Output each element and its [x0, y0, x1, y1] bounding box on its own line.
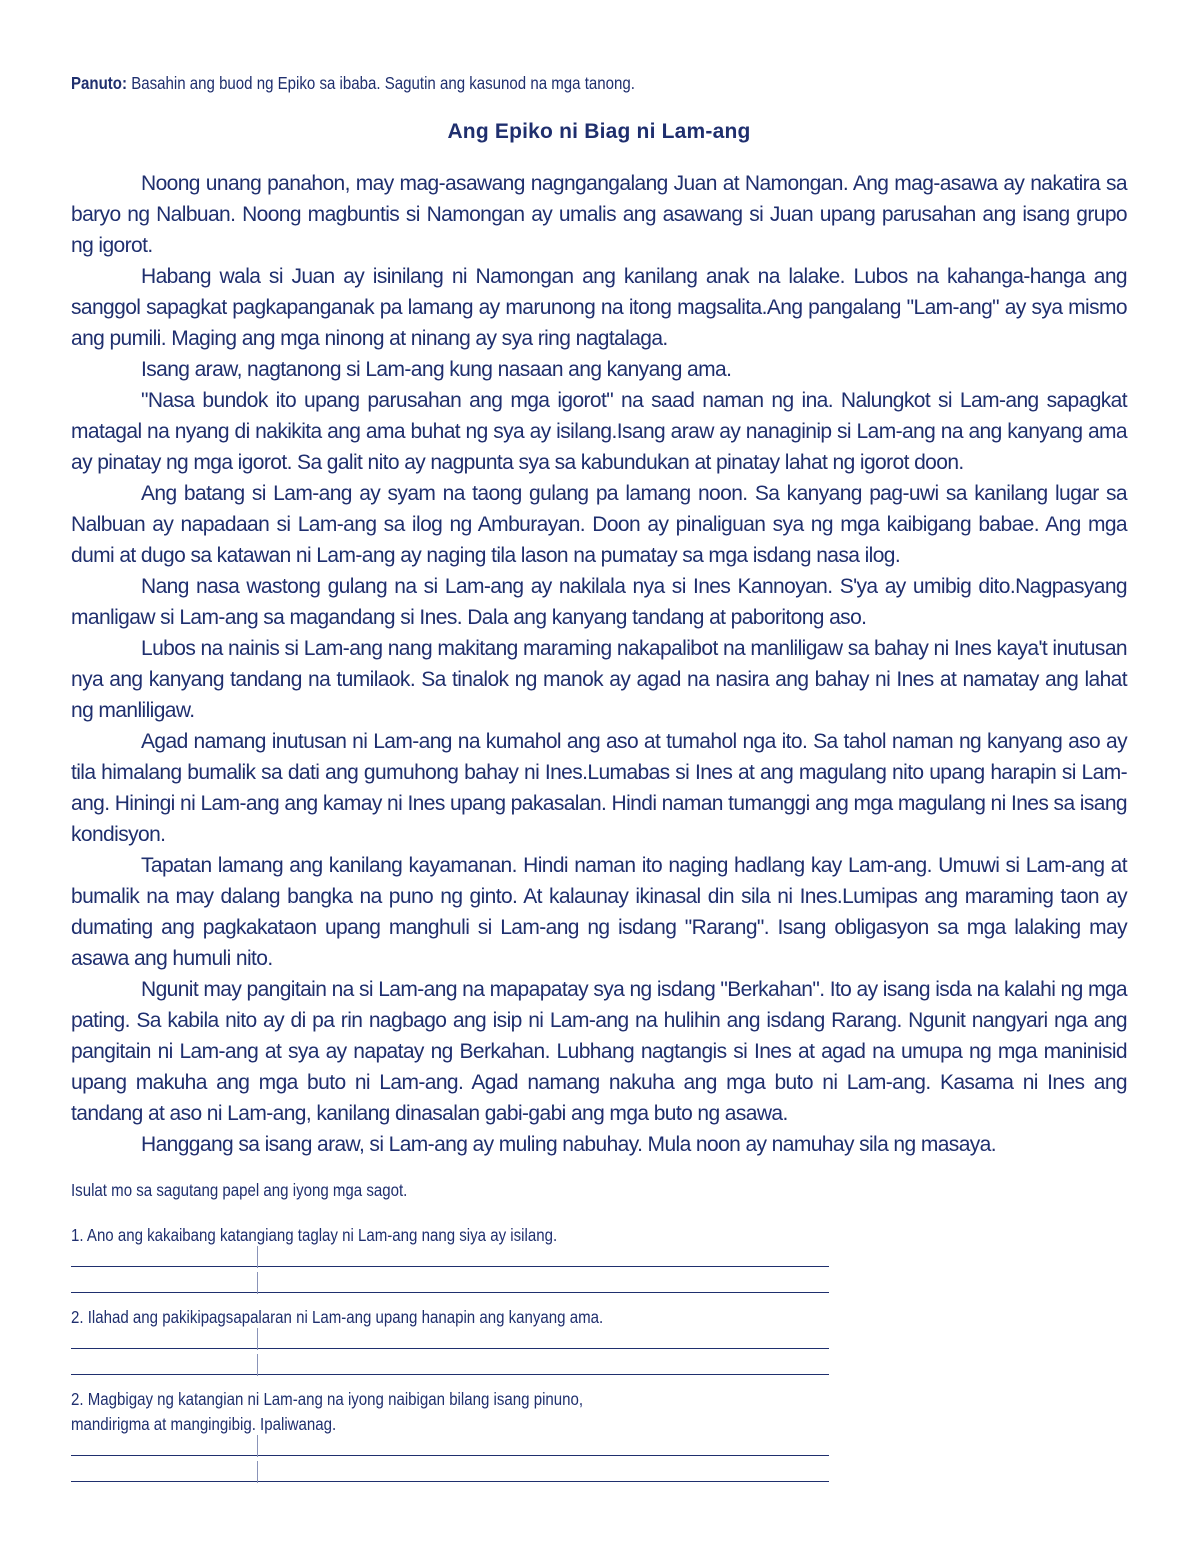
answer-line[interactable] — [71, 1455, 829, 1456]
question-3-line-2: mandirigma at mangingibig. Ipaliwanag. — [71, 1414, 337, 1434]
answer-line[interactable] — [71, 1266, 829, 1267]
question-2: 2. Ilahad ang pakikipagsapalaran ni Lam-ang upang hanapin ang kanyang ama. — [71, 1307, 604, 1327]
story-paragraph: Tapatan lamang ang kanilang kayamanan. Hindi naman ito naging hadlang kay Lam-ang. Umuwi si Lam-ang at bumalik na may dalang bangka na puno ng ginto. At kalaunay ikinasal din sila ni Ines.Lumipas ang maraming taon ay dumating ang pagkakataon upang manghuli si Lam-ang ng isdang "Rarang". Isang obligasyon sa mga lalaking may asawa ang humuli nito. — [71, 854, 1127, 970]
instruction-label: Panuto: — [71, 73, 128, 93]
spacer — [71, 1248, 1127, 1266]
question-1: 1. Ano ang kakaibang katangiang taglay ni Lam-ang nang siya ay isilang. — [71, 1225, 558, 1245]
questions-intro: Isulat mo sa sagutang papel ang iyong mga sagot. — [71, 1180, 408, 1200]
story-paragraph: Noong unang panahon, may mag-asawang nagngangalang Juan at Namongan. Ang mag-asawa ay nakatira sa baryo ng Nalbuan. Noong magbuntis si Namongan ay umalis ang asawang si Juan upang parusahan ang isang grupo ng igorot. — [71, 172, 1127, 257]
instruction — [71, 68, 979, 98]
instruction-text: Basahin ang buod ng Epiko sa ibaba. Sagutin ang kasunod na mga tanong. — [127, 73, 635, 93]
spacer — [71, 1349, 1127, 1374]
spacer — [71, 1330, 1127, 1348]
story-paragraph: Isang araw, nagtanong si Lam-ang kung nasaan ang kanyang ama. — [141, 358, 732, 381]
story-body — [71, 168, 1127, 1160]
answer-line[interactable] — [71, 1292, 829, 1293]
spacer — [71, 1375, 1127, 1387]
story-paragraph: Hanggang sa isang araw, si Lam-ang ay muling nabuhay. Mula noon ay namuhay sila ng masaya. — [141, 1133, 996, 1156]
spacer — [71, 1267, 1127, 1292]
document-page — [71, 68, 1127, 1482]
answer-line[interactable] — [71, 1348, 829, 1349]
answer-line[interactable] — [71, 1374, 829, 1375]
page-title: Ang Epiko ni Biag ni Lam-ang — [447, 120, 751, 143]
answer-line[interactable] — [71, 1481, 829, 1482]
spacer — [71, 1456, 1127, 1481]
story-paragraph: Agad namang inutusan ni Lam-ang na kumahol ang aso at tumahol nga ito. Sa tahol naman ng kanyang aso ay tila himalang bumalik sa dati ang gumuhong bahay ni Ines.Lumabas si Ines at ang magulang nito upang harapin si Lam-ang. Hiningi ni Lam-ang ang kamay ni Ines upang pakasalan. Hindi naman tumanggi ang mga magulang ni Ines sa isang kondisyon. — [71, 730, 1127, 846]
story-paragraph: Ang batang si Lam-ang ay syam na taong gulang pa lamang noon. Sa kanyang pag-uwi sa kanilang lugar sa Nalbuan ay napadaan si Lam-ang sa ilog ng Amburayan. Doon ay pinaliguan sya ng mga kaibigang babae. Ang mga dumi at dugo sa katawan ni Lam-ang ay naging tila lason na pumatay sa mga isdang nasa ilog. — [71, 482, 1127, 567]
story-paragraph: Nang nasa wastong gulang na si Lam-ang ay nakilala nya si Ines Kannoyan. S'ya ay umibig dito.Nagpasyang manligaw si Lam-ang sa magandang si Ines. Dala ang kanyang tandang at paboritong aso. — [71, 575, 1127, 629]
spacer — [71, 1437, 1127, 1455]
story-paragraph: "Nasa bundok ito upang parusahan ang mga igorot" na saad naman ng ina. Nalungkot si Lam-ang sapagkat matagal na nyang di nakikita ang ama buhat ng sya ay isilang.Isang araw ay nanaginip si Lam-ang na ang kanyang ama ay pinatay ng mga igorot. Sa galit nito ay nagpunta sya sa kabundukan at pinatay lahat ng igorot doon. — [71, 389, 1127, 474]
spacer — [71, 1293, 1127, 1305]
questions-section — [71, 1180, 1127, 1482]
question-3-line-1: 2. Magbigay ng katangian ni Lam-ang na iyong naibigan bilang isang pinuno, — [71, 1389, 584, 1409]
story-paragraph: Ngunit may pangitain na si Lam-ang na mapapatay sya ng isdang "Berkahan". Ito ay isang isda na kalahi ng mga pating. Sa kabila nito ay di pa rin nagbago ang isip ni Lam-ang na hulihin ang isdang Rarang. Ngunit nangyari nga ang pangitain ni Lam-ang at sya ay napatay ng Berkahan. Lubhang nagtangis si Ines at agad na umupa ng mga maninisid upang makuha ang mga buto ni Lam-ang. Agad namang nakuha ang mga buto ni Lam-ang. Kasama ni Ines ang tandang at aso ni Lam-ang, kanilang dinasalan gabi-gabi ang mga buto ng asawa. — [71, 978, 1127, 1125]
story-paragraph: Lubos na nainis si Lam-ang nang makitang maraming nakapalibot na manliligaw sa bahay ni Ines kaya't inutusan nya ang kanyang tandang na tumilaok. Sa tinalok ng manok ay agad na nasira ang bahay ni Ines at namatay ang lahat ng manliligaw. — [71, 637, 1127, 722]
story-paragraph: Habang wala si Juan ay isinilang ni Namongan ang kanilang anak na lalake. Lubos na kahanga-hanga ang sanggol sapagkat pagkapanganak pa lamang ay marunong na itong magsalita.Ang pangalang "Lam-ang" ay sya mismo ang pumili. Maging ang mga ninong at ninang ay sya ring nagtalaga. — [71, 265, 1127, 350]
